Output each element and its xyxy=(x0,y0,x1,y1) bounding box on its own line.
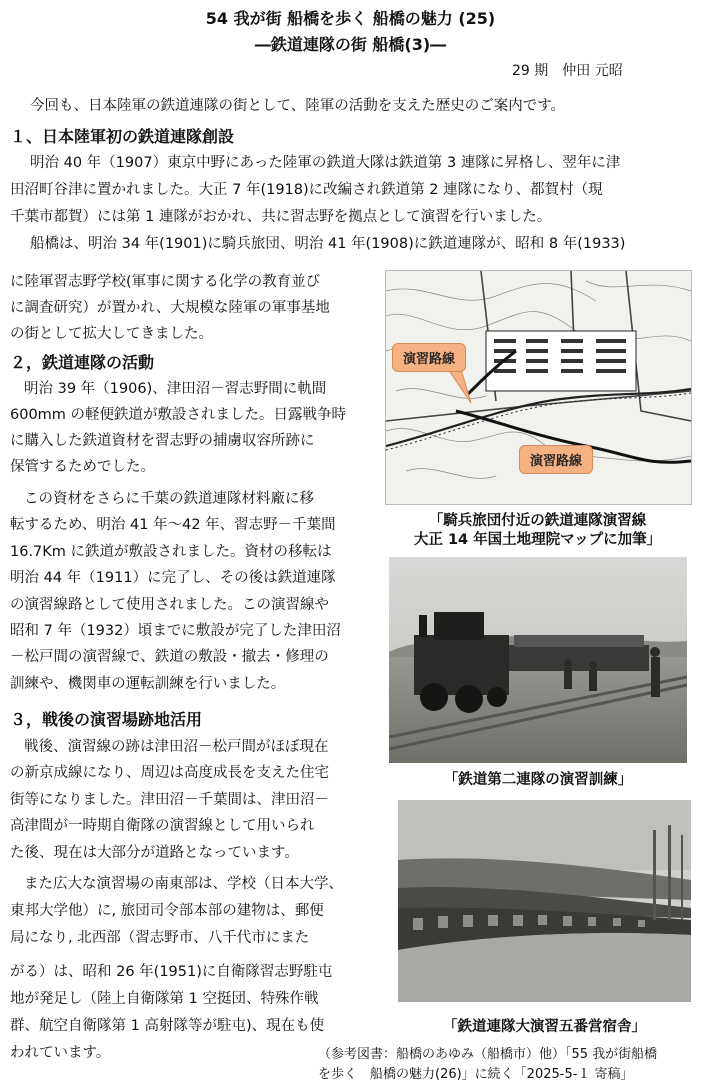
sec2-line: に購入した鉄道資材を習志野の捕虜収容所跡に xyxy=(10,433,315,449)
section1-heading: １、日本陸軍初の鉄道連隊創設 xyxy=(10,127,235,146)
sec3-line: われています。 xyxy=(10,1045,111,1061)
sec2-line: 転するため、明治 41 年～42 年、習志野－千葉間 xyxy=(10,517,336,533)
sec1-line: 明治 40 年（1907）東京中野にあった陸軍の鉄道大隊は鉄道第 3 連隊に昇格し、翌年に津 xyxy=(30,155,621,171)
page-subtitle: ―鉄道連隊の街 船橋(3)― xyxy=(254,35,447,54)
barracks-photo-caption: 「鉄道連隊大演習五番営宿舎」 xyxy=(443,1019,646,1035)
references-line2: を歩く 船橋の魅力(26)」に続く「2025-5-１ 寄稿」 xyxy=(318,1067,634,1082)
sec2-line: この資材をさらに千葉の鉄道連隊材料廠に移 xyxy=(24,491,314,507)
sec3-line: 地が発足し（陸上自衛隊第 1 空挺団、特殊作戦 xyxy=(10,991,319,1007)
sec1-line: 船橋は、明治 34 年(1901)に騎兵旅団、明治 41 年(1908)に鉄道連隊が、昭和 8 年(1933) xyxy=(30,236,626,252)
sec3-line: 街等になりました。津田沼－千葉間は、津田沼－ xyxy=(10,792,329,808)
train-photo-caption: 「鉄道第二連隊の演習訓練」 xyxy=(443,772,633,788)
author-line: 29 期 仲田 元昭 xyxy=(512,63,623,79)
map-caption-line1: 「騎兵旅団付近の鉄道連隊演習線 xyxy=(428,513,647,529)
drill-line-map xyxy=(385,270,692,505)
train-photo-drawing xyxy=(389,557,687,763)
sec1-line: に調査研究）が置かれ、大規模な陸軍の軍事基地 xyxy=(10,300,330,316)
page-title: 54 我が街 船橋を歩く 船橋の魅力 (25) xyxy=(205,9,496,28)
barracks-photo-drawing xyxy=(398,800,691,1002)
sec2-line: 訓練や、機関車の運転訓練を行いました。 xyxy=(10,676,286,692)
sec2-line: 600mm の軽便鉄道が敷設されました。日露戦争時 xyxy=(10,407,347,423)
section2-heading: ２，鉄道連隊の活動 xyxy=(10,353,155,372)
sec2-line: 明治 44 年（1911）に完了し、その後は鉄道連隊 xyxy=(10,570,336,586)
barracks-photo xyxy=(398,800,691,1002)
sec3-line: また広大な演習場の南東部は、学校（日本大学、 xyxy=(24,876,343,892)
sec2-line: の演習線路として使用されました。この演習線や xyxy=(10,597,329,613)
sec3-line: の新京成線になり、周辺は高度成長を支えた住宅 xyxy=(10,765,329,781)
sec2-line: 明治 39 年（1906)、津田沼－習志野間に軌間 xyxy=(24,381,327,397)
sec3-line: 東邦大学他）に, 旅団司令部本部の建物は、郵便 xyxy=(10,903,324,919)
sec2-line: 16.7Km に鉄道が敷設されました。資材の移転は xyxy=(10,544,332,560)
sec3-line: がる）は、昭和 26 年(1951)に自衛隊習志野駐屯 xyxy=(10,964,333,980)
sec2-line: 保管するためでした。 xyxy=(10,459,155,475)
sec1-line: 田沼町谷津に置かれました。大正 7 年(1918)に改編され鉄道第 2 連隊になり、都賀村（現 xyxy=(10,182,603,198)
map-caption-line2: 大正 14 年国土地理院マップに加筆」 xyxy=(413,532,662,548)
sec3-line: 局になり, 北西部（習志野市、八千代市にまた xyxy=(10,930,310,946)
sec1-line: 千葉市都賀）には第 1 連隊がおかれ、共に習志野を拠点として演習を行いました。 xyxy=(10,209,552,225)
train-drill-photo xyxy=(389,557,687,763)
section3-heading: ３，戦後の演習場跡地活用 xyxy=(10,710,203,729)
sec1-line: の街として拡大してきました。 xyxy=(10,326,213,342)
sec3-line: 群、航空自衛隊第 1 高射隊等が駐屯)、現在も使 xyxy=(10,1018,325,1034)
references-line1: （参考図書：船橋のあゆみ（船橋市）他）「55 我が街船橋 xyxy=(318,1047,658,1062)
sec3-line: 高津間が一時期自衛隊の演習線として用いられ xyxy=(10,818,315,834)
sec3-line: た後、現在は大部分が道路となっています。 xyxy=(10,845,299,861)
sec1-line: に陸軍習志野学校(軍事に関する化学の教育並び xyxy=(10,274,321,290)
intro-paragraph: 今回も、日本陸軍の鉄道連隊の街として、陸軍の活動を支えた歴史のご案内です。 xyxy=(30,98,566,114)
map-label-drill-line-2: 演習路線 xyxy=(519,445,593,474)
sec3-line: 戦後、演習線の跡は津田沼－松戸間がほぼ現在 xyxy=(24,739,329,755)
map-label-drill-line: 演習路線 xyxy=(392,343,466,372)
sec2-line: －松戸間の演習線で、鉄道の敷設・撤去・修理の xyxy=(10,649,329,665)
sec2-line: 昭和 7 年（1932）頃までに敷設が完了した津田沼 xyxy=(10,623,341,639)
